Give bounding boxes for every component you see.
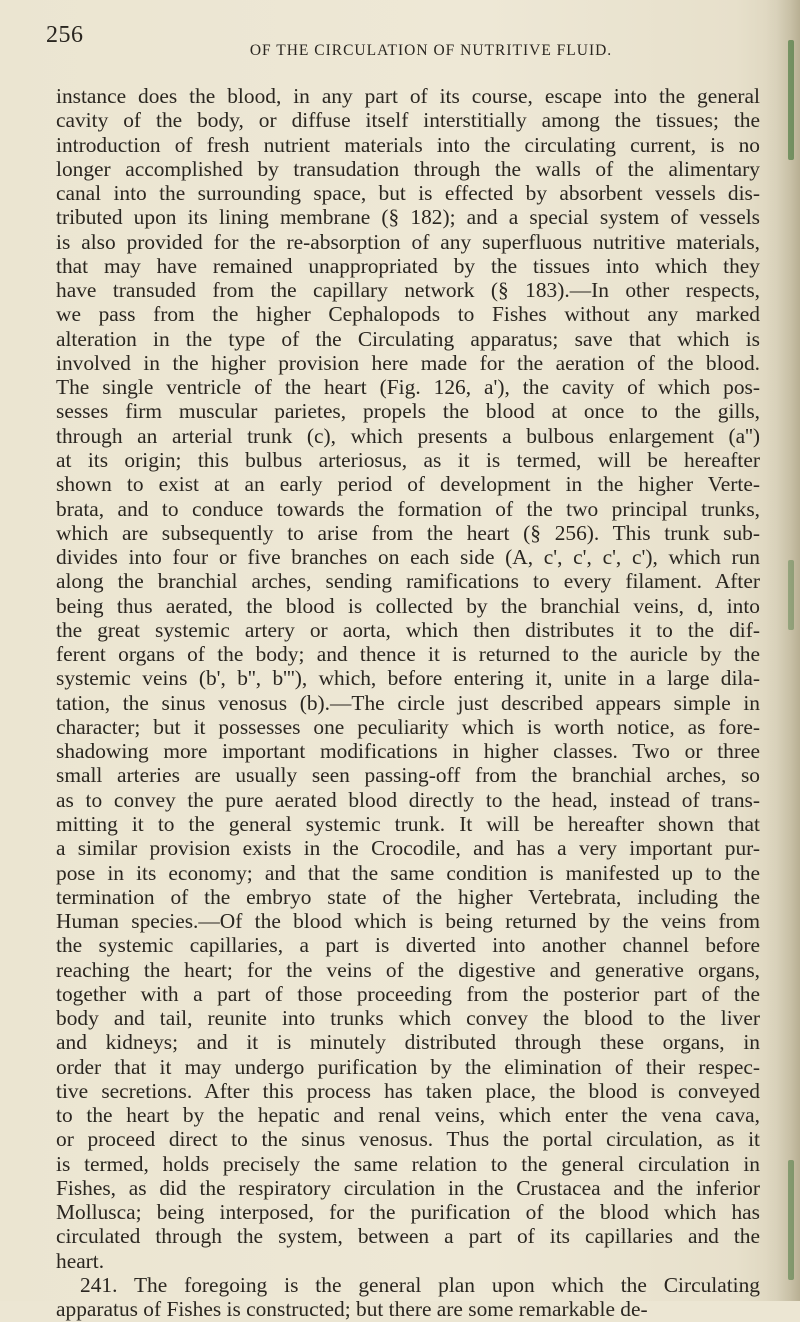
text-line: Human species.—Of the blood which is being returned by the veins from: [56, 909, 760, 934]
text-line: at its origin; this bulbus arteriosus, as it is termed, will be hereafter: [56, 447, 760, 472]
text-line: heart.: [56, 1248, 105, 1273]
text-line: order that it may undergo purification by the elimination of their respec-: [56, 1054, 760, 1079]
text-line: instance does the blood, in any part of its course, escape into the general: [56, 84, 760, 108]
edge-stain: [788, 40, 794, 160]
text-line: as to convey the pure aerated blood directly to the head, instead of trans-: [56, 787, 760, 812]
text-line: is termed, holds precisely the same relation to the general circulation in: [56, 1151, 760, 1176]
page-edge-shadow: [766, 0, 800, 1301]
text-line: body and tail, reunite into trunks which convey the blood to the liver: [56, 1006, 760, 1031]
text-line: together with a part of those proceeding from the posterior part of the: [56, 981, 760, 1006]
text-line: brata, and to conduce towards the formation of the two principal trunks,: [56, 496, 760, 521]
text-line: reaching the heart; for the veins of the digestive and generative organs,: [56, 957, 760, 982]
page-header: [46, 22, 766, 62]
text-line: to the heart by the hepatic and renal veins, which enter the vena cava,: [56, 1103, 760, 1128]
text-line: introduction of fresh nutrient materials into the circulating current, is no: [56, 132, 760, 157]
text-line: tation, the sinus venosus (b).—The circle just described appears simple in: [56, 690, 760, 715]
text-line: longer accomplished by transudation through the walls of the alimentary: [56, 156, 760, 181]
text-line: character; but it possesses one peculiarity which is worth notice, as fore-: [56, 714, 760, 739]
text-line: mitting it to the general systemic trunk. It will be hereafter shown that: [56, 811, 760, 836]
text-line: being thus aerated, the blood is collected by the branchial veins, d, into: [56, 593, 760, 618]
text-line: have transuded from the capillary network (§ 183).—In other respects,: [56, 278, 760, 303]
text-line: that may have remained unappropriated by the tissues into which they: [56, 253, 760, 278]
text-line: ferent organs of the body; and thence it is returned to the auricle by the: [56, 642, 760, 667]
text-line: tributed upon its lining membrane (§ 182); and a special system of vessels: [56, 205, 760, 230]
text-line: is also provided for the re-absorption of any superfluous nutritive materials,: [56, 229, 760, 254]
text-line: shown to exist at an early period of development in the higher Verte-: [56, 472, 760, 497]
text-line: the systemic capillaries, a part is diverted into another channel before: [56, 933, 760, 958]
text-line: 241. The foregoing is the general plan upon which the Circulating: [80, 1273, 760, 1298]
text-line: shadowing more important modifications in higher classes. Two or three: [56, 739, 760, 764]
text-line: circulated through the system, between a part of its capillaries and the: [56, 1224, 760, 1249]
text-line: along the branchial arches, sending ramifications to every filament. After: [56, 569, 760, 594]
text-line: or proceed direct to the sinus venosus. Thus the portal circulation, as it: [56, 1127, 760, 1152]
running-head: OF THE CIRCULATION OF NUTRITIVE FLUID.: [249, 42, 613, 59]
edge-stain: [788, 560, 794, 630]
text-line: systemic veins (b', b'', b'''), which, before entering it, unite in a large dila-: [56, 666, 760, 691]
text-line: and kidneys; and it is minutely distributed through these organs, in: [56, 1030, 760, 1055]
edge-stain: [788, 1160, 794, 1280]
page-number: 256: [46, 22, 84, 48]
text-line: termination of the embryo state of the higher Vertebrata, including the: [56, 884, 760, 909]
body-text: [56, 84, 760, 1322]
text-line: involved in the higher provision here made for the aeration of the blood.: [56, 350, 760, 375]
text-line: Fishes, as did the respiratory circulation in the Crustacea and the inferior: [56, 1175, 760, 1200]
text-line: we pass from the higher Cephalopods to Fishes without any marked: [56, 302, 760, 327]
text-line: through an arterial trunk (c), which presents a bulbous enlargement (a''): [56, 423, 760, 448]
text-line: tive secretions. After this process has taken place, the blood is conveyed: [56, 1078, 760, 1103]
text-line: canal into the surrounding space, but is effected by absorbent vessels dis-: [56, 181, 760, 206]
text-line: a similar provision exists in the Crocodile, and has a very important pur-: [56, 836, 760, 861]
text-line: alteration in the type of the Circulating apparatus; save that which is: [56, 326, 760, 351]
text-line: the great systemic artery or aorta, which then distributes it to the dif-: [56, 617, 760, 642]
text-line: sesses firm muscular parietes, propels the blood at once to the gills,: [56, 399, 760, 424]
text-line: cavity of the body, or diffuse itself interstitially among the tissues; the: [56, 108, 760, 133]
text-line: divides into four or five branches on each side (A, c', c', c', c'), which run: [56, 545, 760, 570]
text-line: The single ventricle of the heart (Fig. 126, a'), the cavity of which pos-: [56, 375, 760, 400]
text-line: Mollusca; being interposed, for the purification of the blood which has: [56, 1200, 760, 1225]
text-line: small arteries are usually seen passing-off from the branchial arches, so: [56, 763, 760, 788]
text-line: which are subsequently to arise from the heart (§ 256). This trunk sub-: [56, 520, 760, 545]
text-line: apparatus of Fishes is constructed; but there are some remarkable de-: [56, 1297, 648, 1322]
text-line: pose in its economy; and that the same condition is manifested up to the: [56, 860, 760, 885]
